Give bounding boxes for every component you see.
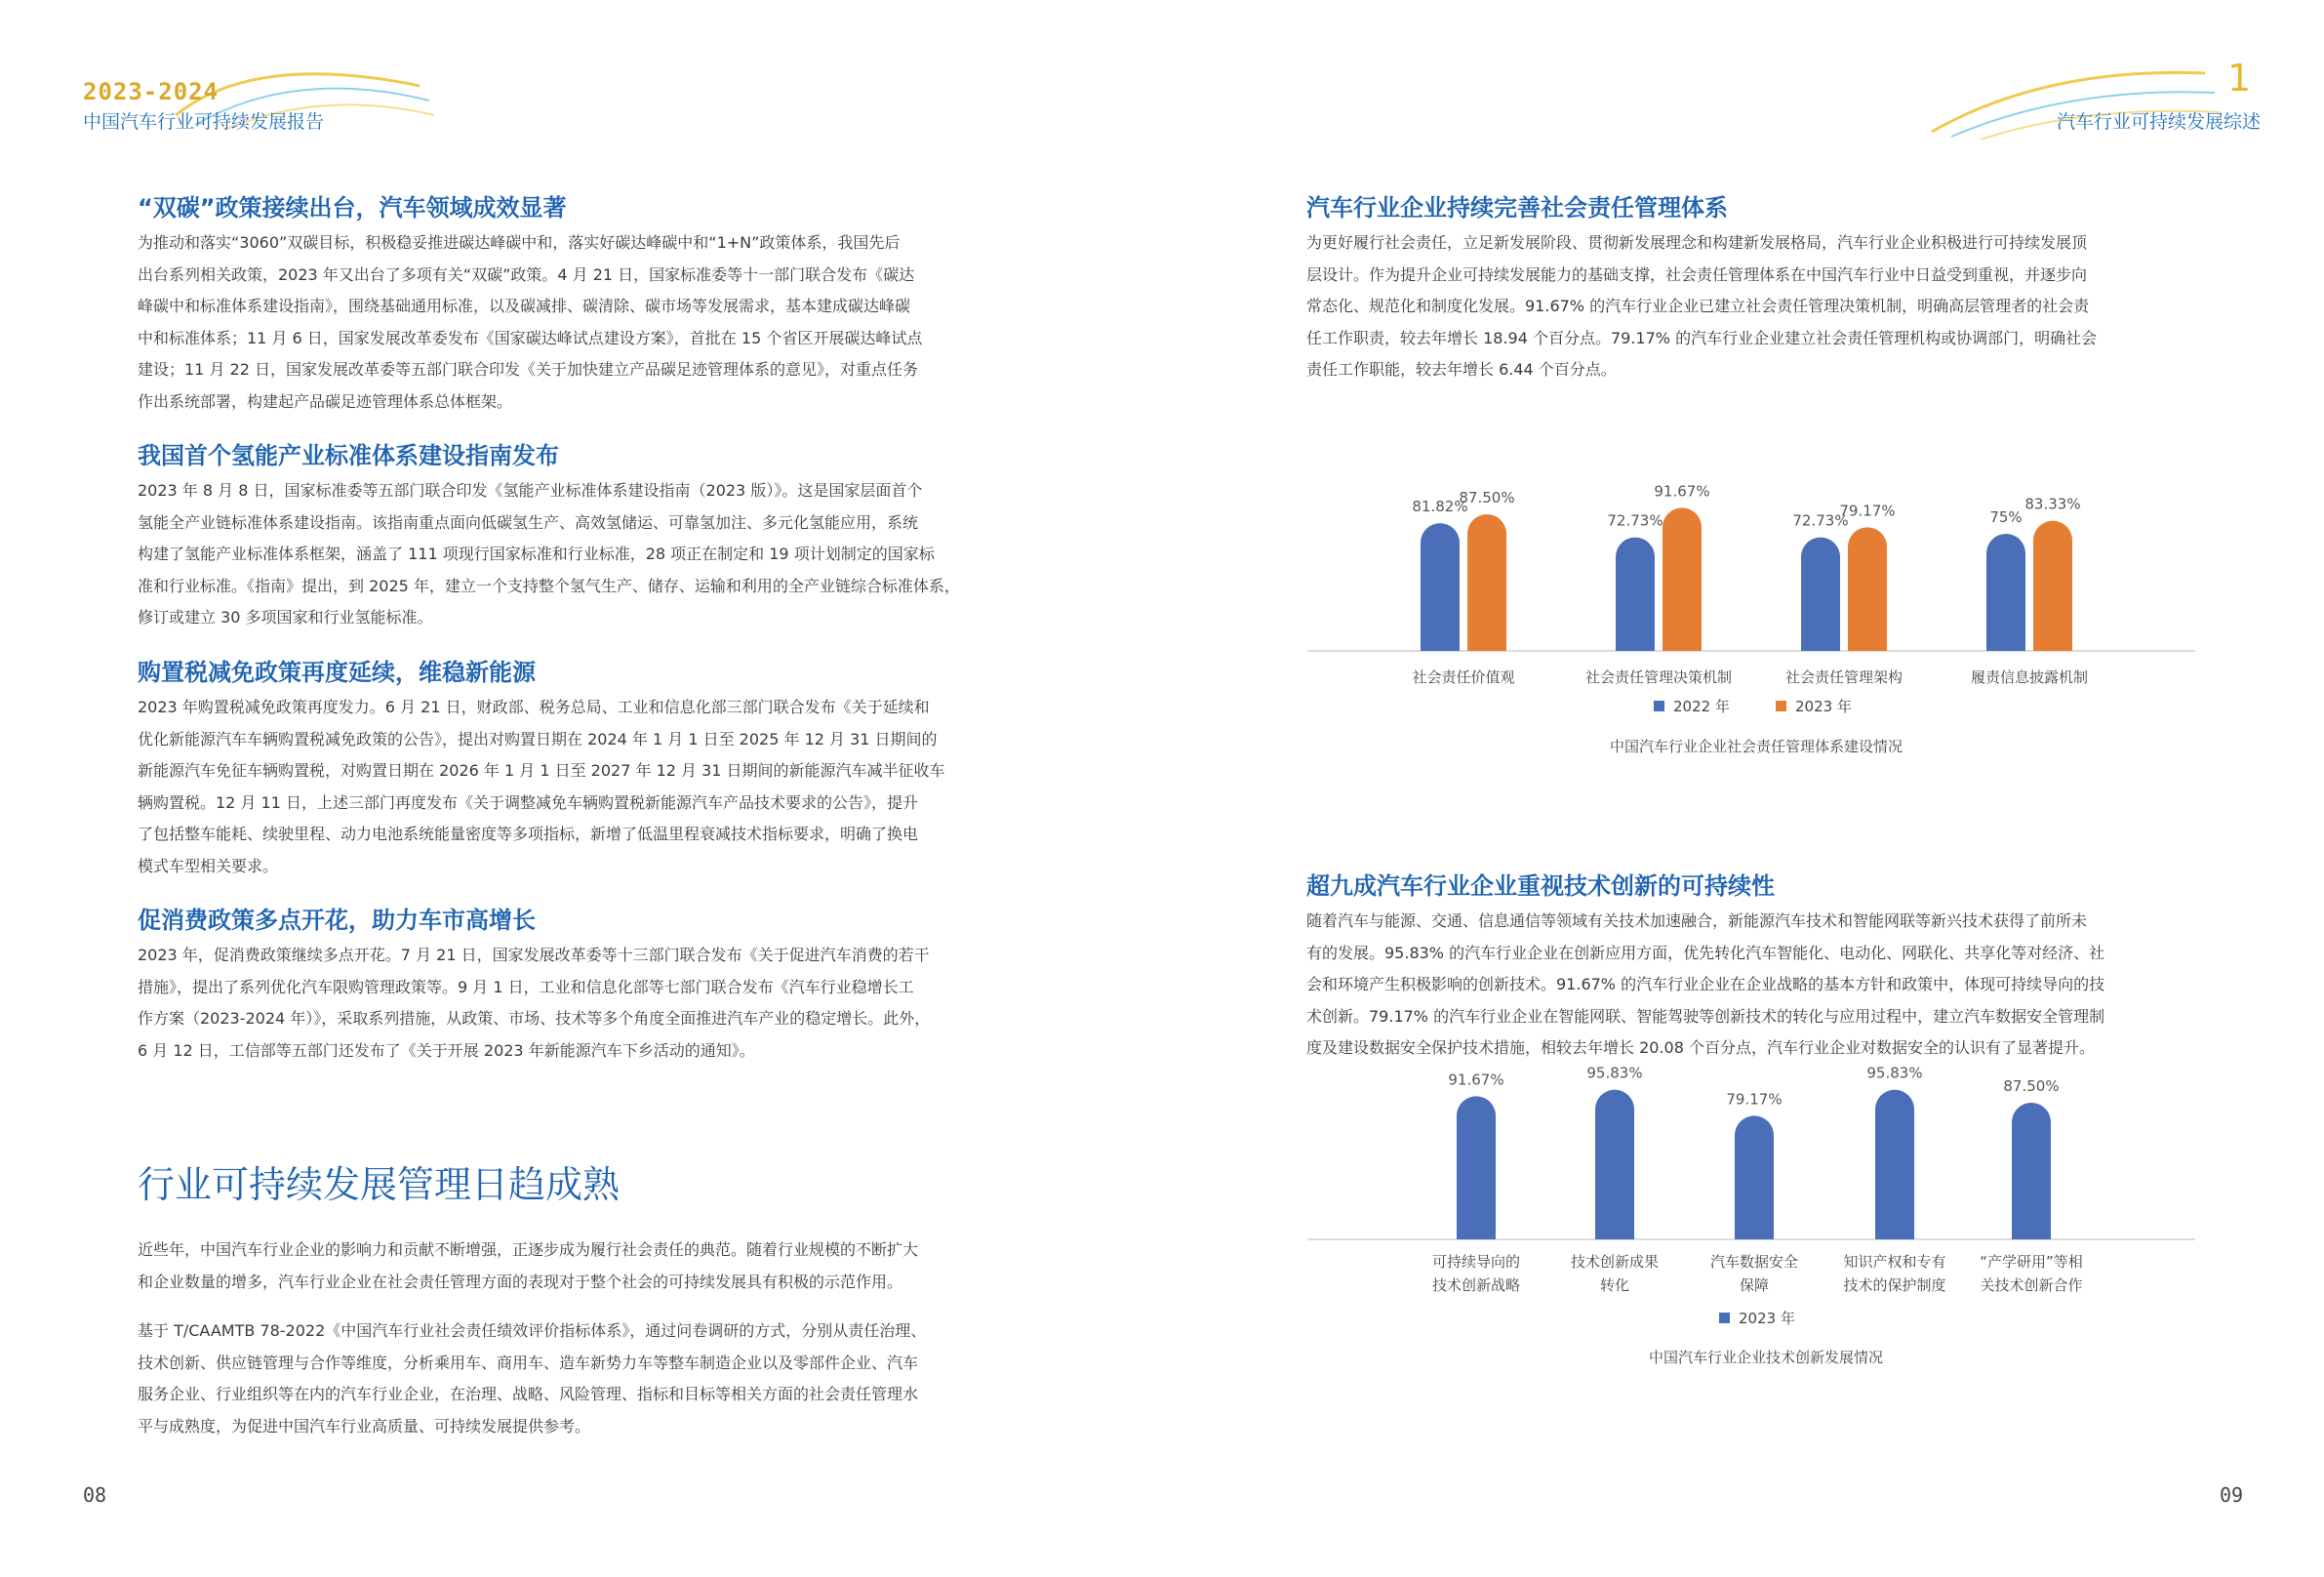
chart2-legend-label: 2023 年 [1739, 1310, 1795, 1327]
header-report-title: 中国汽车行业可持续发展报告 [83, 111, 325, 133]
section-heading-purchase-tax: 购置税减免政策再度延续，维稳新能源 [138, 659, 536, 686]
chapter-number: 1 [2227, 57, 2252, 100]
intro-paragraph: 近些年，中国汽车行业企业的影响力和贡献不断增强，正逐步成为履行社会责任的典范。随着行业规模的不断扩大 和企业数量的增多，汽车行业企业在社会责任管理方面的表现对于整个社会的可持续发展具有积极的示范作用。 [138, 1240, 919, 1291]
section-body-dual-carbon: 为推动和落实“3060”双碳目标，积极稳妥推进碳达峰碳中和，落实好碳达峰碳中和“1+N”政策体系，我国先后 出台系列相关政策，2023 年又出台了多项有关“双碳”政策。4 月 21 日，国家标准委等十一部门联合发布《碳达 峰碳中和标准体系建设指南》，围绕基础通用标准，以及碳减排、碳清除、碳市场等发展需求，基本建成碳达峰碳 中和标准体系；11 月 6 日，国家发展改革委发布《国家碳达峰试点建设方案》，首批在 15 个省区开展碳达峰试点 建设；11 月 22 日，国家发展改革委等五部门联合印发《关于加快建立产品碳足迹管理体系的意见》，对重点任务 作出系统部署，构建起产品碳足迹管理体系总体框架。 [138, 233, 923, 411]
chart1-bar [1986, 534, 2025, 651]
section-heading-consumption: 促消费政策多点开花，助力车市高增长 [138, 907, 536, 934]
chart1-bar [1801, 538, 1840, 651]
chart2-bar [1875, 1090, 1914, 1239]
chart2-bar [1457, 1096, 1496, 1239]
chart2-data-label: 95.83% [1866, 1064, 1923, 1082]
chart1-data-label: 72.73% [1792, 511, 1849, 530]
chart2-bar [2012, 1103, 2051, 1239]
section-heading-hydrogen: 我国首个氢能产业标准体系建设指南发布 [138, 442, 559, 469]
chart2-legend-swatch [1719, 1313, 1730, 1323]
section-heading-csr-system: 汽车行业企业持续完善社会责任管理体系 [1306, 194, 1728, 222]
chart1-data-label: 83.33% [2024, 495, 2081, 513]
chart2-category-label: 知识产权和专有 [1843, 1253, 1946, 1271]
chart2-category-label: 汽车数据安全 [1709, 1253, 1799, 1271]
page-number-right: 09 [2220, 1483, 2244, 1507]
chart1-category-label: 社会责任管理架构 [1784, 668, 1903, 686]
section-body-csr-system: 为更好履行社会责任，立足新发展阶段、贯彻新发展理念和构建新发展格局，汽车行业企业积极进行可持续发展顶 层设计。作为提升企业可持续发展能力的基础支撑，社会责任管理体系在中国汽车行业中日益受到重视，并逐步向 常态化、规范化和制度化发展。91.67% 的汽车行业企业已建立社会责任管理决策机制，明确高层管理者的社会责 任工作职责，较去年增长 18.94 个百分点。79.17% 的汽车行业企业建立社会责任管理机构或协调部门，明确社会 责任工作职能，较去年增长 6.44 个百分点。 [1306, 233, 2098, 379]
chart2-data-label: 95.83% [1586, 1064, 1643, 1082]
chart1-data-label: 72.73% [1607, 511, 1663, 530]
chart2-category-label: 可持续导向的 [1431, 1253, 1521, 1271]
chart2-category-label: 关技术创新合作 [1980, 1276, 2083, 1294]
chart1-legend-label: 2022 年 [1673, 698, 1730, 715]
chart1-data-label: 75% [1989, 508, 2023, 526]
header-year: 2023-2024 [83, 78, 220, 105]
chart2-title: 中国汽车行业企业技术创新发展情况 [1648, 1349, 1884, 1366]
chart2-bar [1735, 1115, 1774, 1239]
chart1-category-label: 社会责任价值观 [1412, 668, 1515, 686]
chart2-bar [1595, 1090, 1634, 1239]
chart1-bar [1848, 527, 1887, 651]
chart1-legend-swatch [1654, 701, 1664, 711]
chart1-data-label: 81.82% [1412, 498, 1468, 516]
chart1-bar [1421, 523, 1460, 651]
chapter-title: 汽车行业可持续发展综述 [2057, 111, 2262, 133]
chart2-category-label: 技术创新成果 [1570, 1253, 1660, 1271]
tech-innovation-chart [1298, 1064, 2215, 1376]
chart1-bar [1467, 514, 1506, 651]
chart2-category-label: 技术创新战略 [1431, 1276, 1521, 1294]
section-body-tech-innovation: 随着汽车与能源、交通、信息通信等领域有关技术加速融合，新能源汽车技术和智能网联等新兴技术获得了前所未 有的发展。95.83% 的汽车行业企业在创新应用方面，优先转化汽车智能化、电动化、网联化、共享化等对经济、社 会和环境产生积极影响的创新技术。91.67% 的汽车行业企业在企业战略的基本方针和政策中，体现可持续导向的技 术创新。79.17% 的汽车行业企业在智能网联、智能驾驶等创新技术的转化与应用过程中，建立汽车数据安全管理制 度及建设数据安全保护技术措施，相较去年增长 20.08 个百分点，汽车行业企业对数据安全的认识有了显著提升。 [1306, 911, 2105, 1057]
chart1-bar [1616, 538, 1655, 651]
chart2-data-label: 79.17% [1726, 1090, 1783, 1109]
chart1-bar [2033, 521, 2072, 651]
chart1-bar [1663, 507, 1702, 651]
chart1-data-label: 91.67% [1654, 482, 1710, 501]
section-heading-dual-carbon: “双碳”政策接续出台，汽车领域成效显著 [138, 194, 567, 222]
section-body-consumption: 2023 年，促消费政策继续多点开花。7 月 21 日，国家发展改革委等十三部门联合发布《关于促进汽车消费的若干 措施》，提出了系列优化汽车限购管理政策等。9 月 1 日，工业和信息化部等七部门联合发布《汽车行业稳增长工 作方案（2023-2024 年）》，采取系列措施，从政策、市场、技术等多个角度全面推进汽车产业的稳定增长。此外， 6 月 12 日，工信部等五部门还发布了《关于开展 2023 年新能源汽车下乡活动的通知》。 [138, 946, 931, 1060]
big-heading: 行业可持续发展管理日趋成熟 [138, 1163, 621, 1206]
chart1-data-label: 87.50% [1459, 489, 1515, 506]
section-body-purchase-tax: 2023 年购置税减免政策再度发力。6 月 21 日，财政部、税务总局、工业和信息化部三部门联合发布《关于延续和 优化新能源汽车车辆购置税减免政策的公告》，提出对购置日期在 2024 年 1 月 1 日至 2025 年 12 月 31 日期间的 新能源汽车免征车辆购置税，对购置日期在 2026 年 1 月 1 日至 2027 年 12 月 31 日期间的新能源汽车减半征收车 辆购置税。12 月 11 日，上述三部门再度发布《关于调整减免车辆购置税新能源汽车产品技术要求的公告》，提升 了包括整车能耗、续驶里程、动力电池系统能量密度等多项指标，新增了低温里程衰减技术指标要求，明确了换电 模式车型相关要求。 [138, 698, 945, 875]
csr-management-chart [1298, 459, 2215, 761]
chart1-legend-label: 2023 年 [1795, 698, 1852, 715]
chart1-legend-swatch [1776, 701, 1786, 711]
chart1-category-label: 社会责任管理决策机制 [1584, 668, 1733, 686]
section-body-hydrogen: 2023 年 8 月 8 日，国家标准委等五部门联合印发《氢能产业标准体系建设指南（2023 版）》。这是国家层面首个 氢能全产业链标准体系建设指南。该指南重点面向低碳氢生产、高效氢储运、可靠氢加注、多元化氢能应用，系统 构建了氢能产业标准体系框架，涵盖了 111 项现行国家标准和行业标准，28 项正在制定和 19 项计划制定的国家标 准和行业标准。《指南》提出，到 2025 年，建立一个支持整个氢气生产、储存、运输和利用的全产业链综合标准体系， 修订或建立 30 多项国家和行业氢能标准。 [138, 481, 960, 627]
chart1-title: 中国汽车行业企业社会责任管理体系建设情况 [1609, 738, 1903, 755]
chart1-data-label: 79.17% [1839, 502, 1896, 520]
chart2-category-label: 转化 [1599, 1276, 1630, 1294]
section-heading-tech-innovation: 超九成汽车行业企业重视技术创新的可持续性 [1306, 872, 1775, 900]
chart2-category-label: “产学研用”等相 [1980, 1253, 2083, 1271]
chart1-category-label: 履责信息披露机制 [1970, 668, 2089, 686]
method-paragraph: 基于 T/CAAMTB 78-2022《中国汽车行业社会责任绩效评价指标体系》，通过问卷调研的方式，分别从责任治理、 技术创新、供应链管理与合作等维度，分析乘用车、商用车、造车新势力车等整车制造企业以及零部件企业、汽车 服务企业、行业组织等在内的汽车行业企业，在治理、战略、风险管理、指标和目标等相关方面的社会责任管理水 平与成熟度，为促进中国汽车行业高质量、可持续发展提供参考。 [138, 1321, 927, 1435]
chart2-data-label: 87.50% [2003, 1077, 2060, 1095]
chart2-category-label: 技术的保护制度 [1843, 1276, 1946, 1294]
chart2-data-label: 91.67% [1448, 1071, 1504, 1089]
chart2-category-label: 保障 [1739, 1276, 1770, 1294]
page-number-left: 08 [83, 1483, 107, 1507]
